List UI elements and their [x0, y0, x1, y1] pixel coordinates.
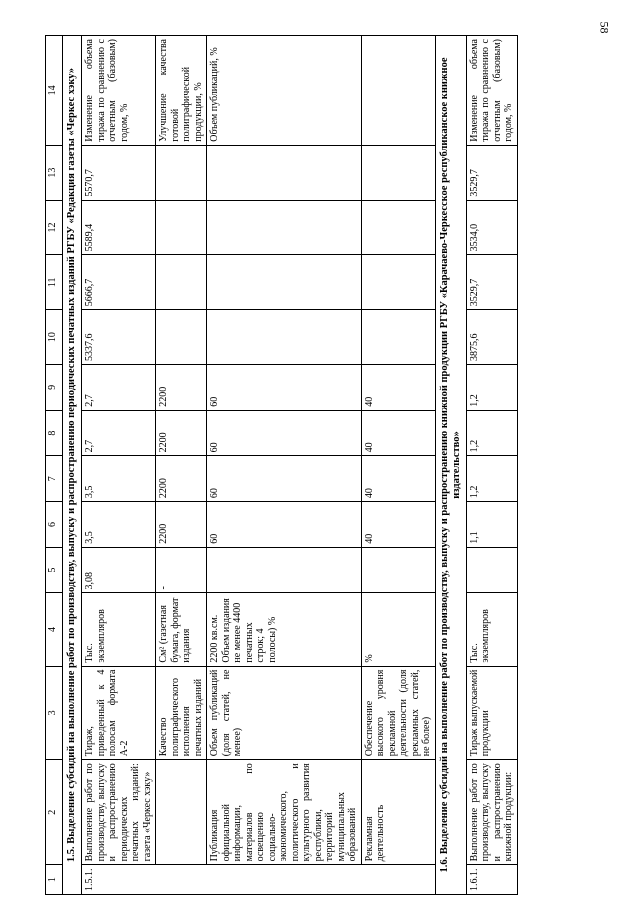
unit: % — [361, 593, 435, 666]
unit: Тыс. экземпляров — [82, 593, 156, 666]
value-cell — [156, 255, 207, 310]
value-cell: 60 — [207, 456, 362, 502]
value-cell: 2200 — [156, 410, 207, 456]
col-num: 2 — [46, 760, 63, 865]
value-cell — [207, 145, 362, 200]
value-cell — [207, 255, 362, 310]
value-cell — [207, 200, 362, 255]
unit: 2200 кв.см. Объем издания не менее 4400 печатных строк; 4 полосы) % — [207, 593, 362, 666]
col-num: 8 — [46, 410, 63, 456]
value-cell: 2,7 — [82, 365, 156, 411]
table-row — [361, 36, 435, 895]
value-cell — [207, 310, 362, 365]
value-cell: 40 — [361, 502, 435, 548]
value-cell: 2200 — [156, 502, 207, 548]
table-row — [82, 36, 156, 895]
col-num: 1 — [46, 865, 63, 895]
work-description: Публикация официальной информации, материалов по освещению социально-экономического, политического и культурного развития республики, территорий муниципальных образований — [207, 760, 362, 865]
section-header-row — [63, 36, 82, 895]
indicator-name: Обеспечение высокого уровня рекламной деятельности (доля рекламных статей, не более) — [361, 666, 435, 760]
table-row — [207, 36, 362, 895]
value-cell: 5570,7 — [82, 145, 156, 200]
result-indicator: Изменение объема тиража по сравнению с отчетным (базовым) годом, % — [466, 36, 517, 146]
value-cell: 60 — [207, 365, 362, 411]
value-cell: 2200 — [156, 456, 207, 502]
value-cell: 3,5 — [82, 502, 156, 548]
value-cell: 3534,0 — [466, 200, 517, 255]
value-cell — [361, 310, 435, 365]
value-cell — [207, 547, 362, 593]
value-cell — [156, 145, 207, 200]
value-cell: 1,1 — [466, 502, 517, 548]
value-cell: 1,2 — [466, 365, 517, 411]
value-cell: 5589,4 — [82, 200, 156, 255]
value-cell — [361, 547, 435, 593]
value-cell: 60 — [207, 502, 362, 548]
indicator-name: Тираж выпускаемой продукции — [466, 666, 517, 760]
value-cell — [361, 200, 435, 255]
col-num: 14 — [46, 36, 63, 146]
value-cell: 40 — [361, 456, 435, 502]
col-num: 3 — [46, 666, 63, 760]
result-indicator — [361, 36, 435, 146]
result-indicator: Улучшение качества готовой полиграфической продукции, % — [156, 36, 207, 146]
value-cell: - — [156, 547, 207, 593]
page-number: 58 — [597, 21, 612, 34]
col-num: 11 — [46, 255, 63, 310]
work-description: Рекламная деятельность — [361, 760, 435, 865]
work-description: Выполнение работ по производству, выпуску и распространению периодических печатных изданий: газета «Черкес хэку» — [82, 760, 156, 865]
value-cell: 3,08 — [82, 547, 156, 593]
col-num: 4 — [46, 593, 63, 666]
indicator-name: Качество полиграфического исполнения печатных изданий — [156, 666, 207, 760]
value-cell — [466, 547, 517, 593]
col-num: 13 — [46, 145, 63, 200]
value-cell: 60 — [207, 410, 362, 456]
value-cell: 3875,6 — [466, 310, 517, 365]
value-cell: 5337,6 — [82, 310, 156, 365]
value-cell: 3529,7 — [466, 145, 517, 200]
section-1-6-title: 1.6. Выделение субсидий на выполнение работ по производству, выпуску и распространению книжной продукции РГБУ «Карачаево-Черкесское республиканское книжное издательство» — [435, 36, 466, 895]
col-num: 10 — [46, 310, 63, 365]
value-cell — [156, 200, 207, 255]
value-cell: 40 — [361, 365, 435, 411]
value-cell: 1,2 — [466, 410, 517, 456]
value-cell: 2200 — [156, 365, 207, 411]
table-row — [156, 36, 207, 895]
empty-cell — [156, 760, 207, 865]
table-row — [466, 36, 517, 895]
row-number: 1.6.1. — [466, 865, 517, 895]
col-num: 9 — [46, 365, 63, 411]
value-cell: 2,7 — [82, 410, 156, 456]
table-container — [45, 35, 600, 895]
section-1-5-title: 1.5. Выделение субсидий на выполнение работ по производству, выпуску и распространению периодических печатных изданий РГБУ «Редакция газеты «Черкес хэку» — [63, 36, 82, 895]
row-number: 1.5.1. — [82, 865, 436, 895]
work-description: Выполнение работ по производству, выпуску и распространению книжной продукции: — [466, 760, 517, 865]
indicator-name: Объем публикаций (доля статей, не менее) — [207, 666, 362, 760]
value-cell: 3529,7 — [466, 255, 517, 310]
unit: См² (газетная бумага, формат издания — [156, 593, 207, 666]
column-number-row — [46, 36, 63, 895]
value-cell: 5666,7 — [82, 255, 156, 310]
result-indicator: Изменение объема тиража по сравнению с отчетным (базовым) годом, % — [82, 36, 156, 146]
col-num: 7 — [46, 456, 63, 502]
value-cell — [156, 310, 207, 365]
value-cell — [361, 145, 435, 200]
value-cell: 40 — [361, 410, 435, 456]
section-header-row — [435, 36, 466, 895]
unit: Тыс. экземпляров — [466, 593, 517, 666]
col-num: 6 — [46, 502, 63, 548]
result-indicator: Объем публикаций, % — [207, 36, 362, 146]
col-num: 12 — [46, 200, 63, 255]
value-cell: 3,5 — [82, 456, 156, 502]
subsidy-table — [45, 35, 518, 895]
value-cell: 1,2 — [466, 456, 517, 502]
indicator-name: Тираж, приведенный к 4 полосам формата А-2 — [82, 666, 156, 760]
col-num: 5 — [46, 547, 63, 593]
value-cell — [361, 255, 435, 310]
